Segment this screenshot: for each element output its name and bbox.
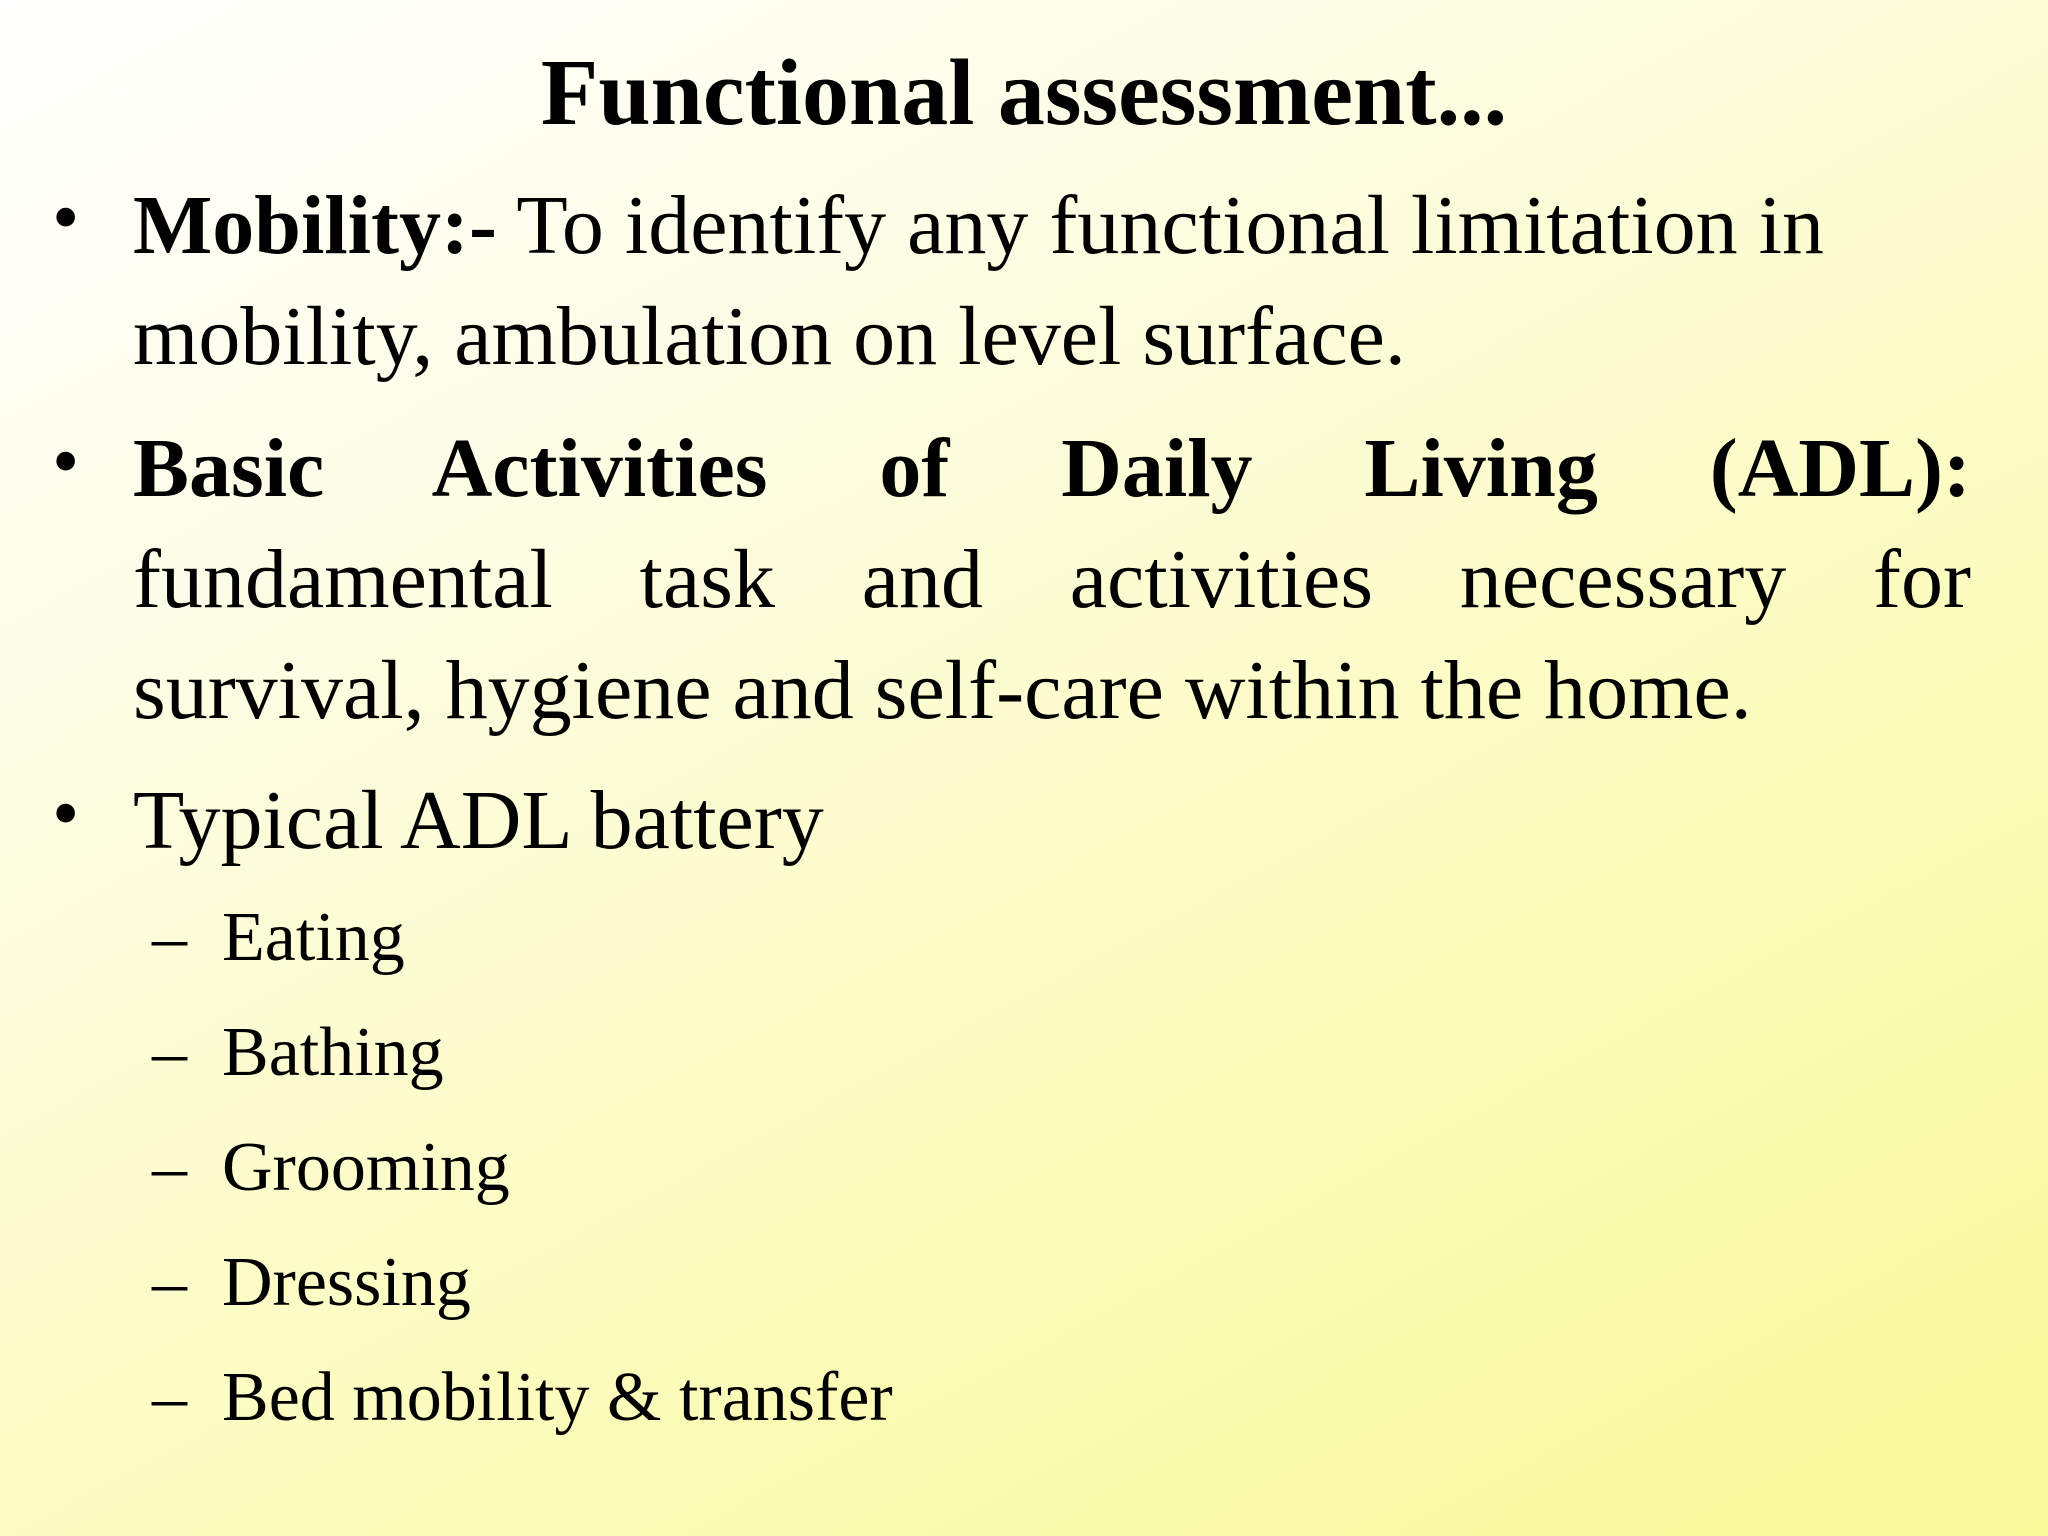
slide-title: Functional assessment... <box>540 41 1508 145</box>
bullet-typical-adl-text: Typical ADL battery <box>133 774 824 867</box>
bullet-adl-label: Basic Activities of Daily Living (ADL): <box>133 422 1971 515</box>
sub-item-grooming <box>152 1128 510 1208</box>
bullet-icon: • <box>52 417 80 504</box>
bullet-icon: • <box>52 173 80 260</box>
sub-item-label: Dressing <box>222 1244 471 1321</box>
sub-item-label: Bed mobility & transfer <box>222 1359 893 1436</box>
sub-item-label: Grooming <box>222 1129 510 1206</box>
bullet-icon: • <box>52 769 80 856</box>
sub-item-label: Bathing <box>222 1014 444 1091</box>
sub-item-bathing <box>152 1013 444 1093</box>
sub-item-eating <box>152 898 405 978</box>
sub-item-label: Eating <box>222 899 405 976</box>
bullet-adl <box>133 413 1971 746</box>
bullet-mobility-line2: mobility, ambulation on level surface. <box>133 290 1406 383</box>
dash-icon: – <box>152 1244 187 1321</box>
bullet-mobility-text1: To identify any functional limitation in <box>496 179 1824 272</box>
dash-icon: – <box>152 1359 187 1436</box>
sub-item-dressing <box>152 1243 471 1323</box>
bullet-mobility <box>133 170 1971 392</box>
bullet-typical-adl <box>133 765 1971 876</box>
bullet-adl-line2: survival, hygiene and self-care within the home. <box>133 644 1752 737</box>
dash-icon: – <box>152 1014 187 1091</box>
dash-icon: – <box>152 899 187 976</box>
sub-item-bed-mobility <box>152 1358 893 1438</box>
bullet-mobility-line1 <box>133 170 1971 281</box>
bullet-adl-line1: fundamental task and activities necessary for <box>133 533 1971 626</box>
dash-icon: – <box>152 1129 187 1206</box>
bullet-mobility-label: Mobility:- <box>133 179 497 272</box>
